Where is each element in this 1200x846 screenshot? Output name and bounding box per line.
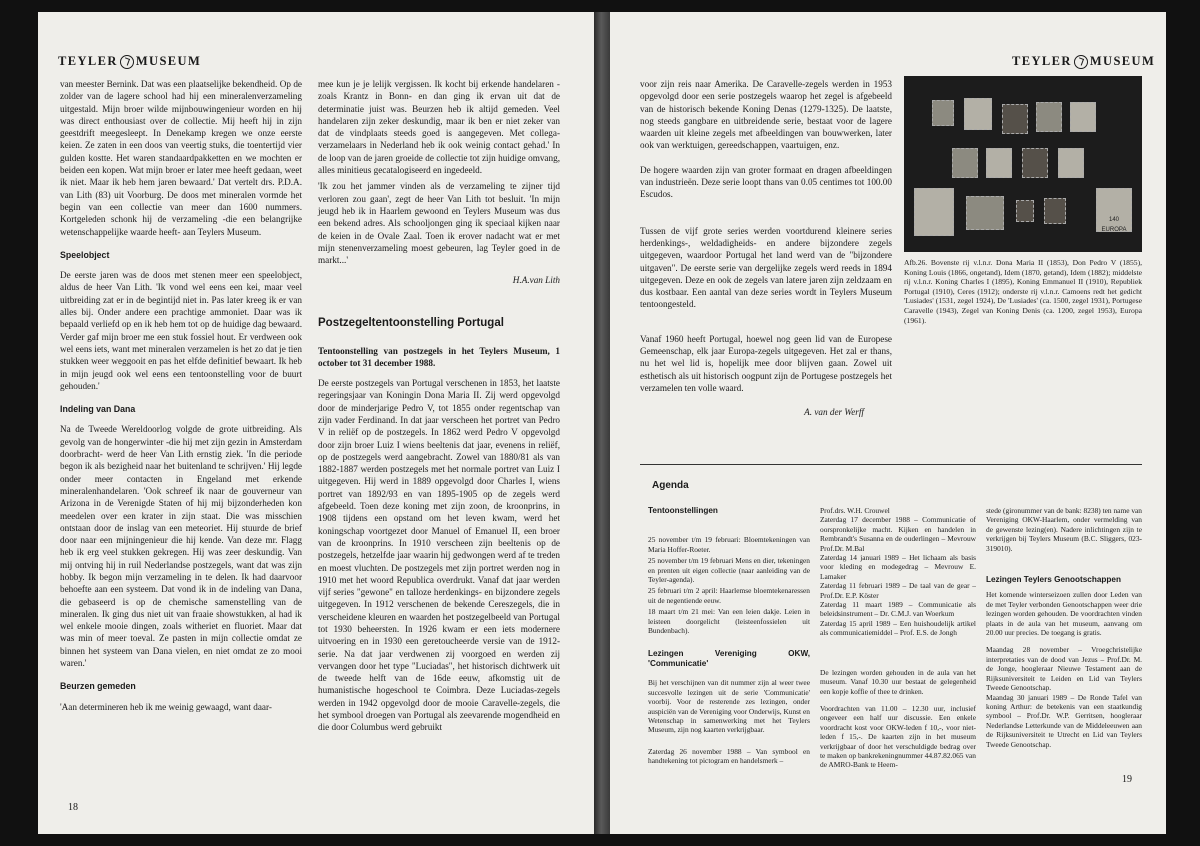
section-heading-speelobject: Speelobject bbox=[60, 249, 110, 260]
agenda-item: Prof.drs. W.H. Crouwel Zaterdag 17 december 1988 – Communicatie of oorspronkelijke macht. Kijken en handelen in Rembrandt's Susanna en de ouderlingen – Mevrouw Prof.Dr. M.Bal Zaterdag 14 januari 1989 – Het lichaam als basis voor kleding en modegedrag – Mevrouw E. Lamaker Zaterdag 11 februari 1989 – De taal van de gear – Prof.Dr. E.P. Köster Zaterdag 11 maart 1989 – Communicatie als beleidsinstrument – Dr. C.M.J. van Woerkum Zaterdag 15 april 1989 – Een huishoudelijk artikel als communicatiemiddel – Prof. E.S. de Jongh bbox=[820, 506, 976, 638]
logo-text-right: MUSEUM bbox=[1089, 54, 1156, 68]
stamps-photo bbox=[904, 76, 1142, 252]
section-heading-beurzen: Beurzen gemeden bbox=[60, 681, 136, 692]
stamp-europa bbox=[1096, 188, 1132, 232]
agenda-item: De lezingen worden gehouden in de aula van het museum. Vanaf 10.30 uur bestaat de gelegenheid een kopje koffie of thee te drinken. bbox=[820, 667, 976, 696]
agenda-title: Agenda bbox=[652, 480, 689, 491]
teylers-logo bbox=[1012, 54, 1155, 69]
teylers-emblem-icon bbox=[120, 55, 134, 69]
photo-caption: Afb.26. Bovenste rij v.l.n.r. Dona Maria II (1853), Don Pedro V (1855), Koning Louis (1866, ongetand), Idem (1870, getand), Idem (1882); middelste rij v.l.n.r. Koning Charles I (1895), Koning Emmanuel II (1910), Republiek Portugal (1910), Ceres (1912); onderste rij v.l.n.r. Camoens redt het gedicht 'Lusiades' (1531, zegel 1924), De 'Lusiades' (ca. 1500, zegel 1931), Portugese Caravelle (1943), Zegel van Koning Denis (ca. 1200, zegel 1953), Europa (1961). bbox=[904, 258, 1142, 325]
article-title: Postzegeltentoonstelling Portugal bbox=[318, 316, 504, 329]
page-number: 18 bbox=[68, 802, 78, 813]
agenda-item: Maandag 28 november – Vroegchristelijke interpretaties van de dood van Jezus – Prof.Dr. M. de Jonge, hoogleraar Nieuwe Testament aan de Rijksuniversiteit te Leiden en Lid van Teylers Tweede Genootschap. Maandag 30 januari 1989 – De Ronde Tafel van koning Arthur: de betekenis van een staatkundig symbool – Prof.Dr. W.P. Gerritsen, hoogleraar Nederlandse Letterkunde van de Middeleeuwen aan de Rijksuniversiteit te Utrecht en Lid van Teylers Tweede Genootschap. bbox=[986, 645, 1142, 749]
author-signature: A. van der Werff bbox=[804, 407, 864, 418]
intro-paragraph: van meester Bernink. Dat was een plaatselijke bekendheid. Op de zolder van de lagere school had hij een mineralenverzameling uitgestald. Mijn broer wilde mijnbouwingenieur worden en hij was direct enthousiast over de collectie. Mij heeft hij in zijn geestdrift meegesleept. In Denekamp kregen we onze eerste keien. Ze zaten in een doos van veertig stuks, die toentertijd vier gulden kostte. Het waren standaardpakketten en we mochten er beiden een kopen. Wat mijn broer er later mee heeft gedaan, weet ik niet. Maar ik heb hem jaren bewaard.' Dat vertelt drs. P.D.A. van Lith (83) uit Voorburg. De doos met mineralen vormde het begin van een collectie van meer dan 1600 nummers. Kortgeleden schonk hij de verzameling -die een belangrijke wetenschappelijke waarde heeft- aan Teylers Museum. bbox=[60, 79, 302, 237]
agenda-column-1 bbox=[648, 506, 810, 774]
teylers-emblem-icon bbox=[1074, 55, 1088, 69]
stamp-image bbox=[966, 196, 1004, 230]
right-page bbox=[610, 12, 1166, 834]
agenda-item: Voordrachten van 11.00 – 12.30 uur, inclusief ongeveer een half uur discussie. Een enkele voordracht kost voor OKW-leden f 10,-, voor niet-leden f 15,-. De kaarten zijn in het museum verkrijgbaar of door het verschuldigde bedrag over te maken op bankrekeningnummer 44.87.82.065 van de AMRO-Bank te Heem- bbox=[820, 703, 976, 770]
stamp-image bbox=[1058, 148, 1084, 178]
paragraph: voor zijn reis naar Amerika. De Caravelle-zegels werden in 1953 opgevolgd door een serie postzegels waarop het zegel is afgebeeld van de historisch bekende Koning Denas (1279-1325). De laatste, nog steeds gangbare en uitbreidende serie, bestaat voor de lagere waarden uit kleine zegels met afbeeldingen van bouwwerken, later ook van werktuigen, gereedschappen, vaartuigen, enz. bbox=[640, 79, 892, 151]
teylers-logo bbox=[58, 54, 201, 69]
agenda-heading-okw: Lezingen Vereniging OKW, 'Communicatie' bbox=[648, 649, 810, 668]
stamp-image bbox=[1022, 148, 1048, 178]
paragraph: mee kun je je lelijk vergissen. Ik kocht bij erkende handelaren -zoals Krantz in Bonn- en dan ging ik ervan uit dat de determinatie juist was. Beurzen heb ik altijd gemeden. Veel handelaren zijn zeker deskundig, maar ik ben er niet zeker van dat de vindplaats steeds goed is aangegeven. Met collega-verzamelaars in Nederland heb ik ook weinig contact gehad.' In de loop van de jaren groeide de collectie tot zijn huidige omvang, alles minitieus gecatalogiseerd en ingedeeld. bbox=[318, 79, 560, 176]
stamp-image bbox=[1002, 104, 1028, 134]
stamp-image bbox=[914, 188, 954, 236]
agenda-heading-tentoonstellingen: Tentoonstellingen bbox=[648, 506, 718, 515]
agenda-item: Bij het verschijnen van dit nummer zijn al weer twee succesvolle lezingen uit de serie 'Communicatie' voorbij. Voor de resterende zes lezingen, onder auspiciën van de Vereniging voor Onderwijs, Kunst en Wetenschap in samenwerking met het Teylers Museum, zijn nog kaarten verkrijgbaar. bbox=[648, 678, 810, 735]
paragraph: De eerste postzegels van Portugal verschenen in 1853, het laatste regeringsjaar van Koningin Dona Maria II. Zij werd opgevolgd door de minderjarige Pedro V, tot 1855 onder regentschap van zijn vader Ferdinand. In dat jaar verscheen het portret van Pedro V in reliëf op de postzegels. In 1862 werd Pedro V opgevolgd door zijn broer Luiz I wiens beeltenis dat jaar, evenens in reliëf, op de postzegels werd aangebracht. Zowel van 1880/81 als van 1882-1887 werden postzegels met het normale portret van Luiz I uitgegeven. Hij werd in 1889 opgevolgd door Charles I, wiens portret van 1892/93 en van 1895-1905 op de zegels werd afgebeeld. Toen deze koning met zijn zoon, de kroonprins, in 1908 tijdens een opstand om het leven kwam, werd het koningschap voortgezet door Manuel of Emanuel II, een broer van de kroonprins. In 1910 verscheen zijn beeltenis op de postzegels, hetzelfde jaar waarin hij gedwongen werd af te treden en moest vluchten. De postzegels met zijn portret werden nog in 1910 met het woord Republica overdrukt. Vanaf dat jaar werden vijf series "gewone" en talloze herdenkings- en bijzondere zegels uitgegeven. In 1912 verschenen de bekende Cereszegels, die in verscheidene kleuren en waarden het postzegelbeeld van Portugal tot 1930 beheersten. In 1926 kwam er een iets modernere uitvoering en in 1930 een geretoucheerde versie van de 1912-serie. Na dat jaar verdwenen zij voorgoed en werden zij vervangen door het type "Luciadas", het historisch dichtwerk uit de tweede helft van de 16de eeuw, afkomstig uit de humanistische hogeschool te Coimbra. Deze Luciadas-zegels werden in 1942 opgevolgd door de mooie Caravelle-zegels, die het symbool droegen van Portugal als zeevarende mogendheid en die door Columbus werd gebruikt bbox=[318, 378, 560, 733]
paragraph: Na de Tweede Wereldoorlog volgde de grote uitbreiding. Als gevolg van de hongerwinter -die hij met zijn gezin in Amsterdam doorbracht- werd de heer Van Lith ernstig ziek. 'In die periode begon ik als bezigheid naar het buitenland te schrijven.' Hij legde onder meer contacten in Engeland met erkende mineralenhandelaren. 'Ook schreef ik naar de gouverneur van Arizona in de Verenigde Staten of hij mij bijzonderheden kon meedelen over een krater in zijn staat. Die was misschien ontstaan door de inslag van een meteoriet. Hij stuurde de brief door naar een mijningenieur die hij kende. Van deze mr. Flagg heb ik erg veel stukken gekregen. Hij was zeer deskundig. Van mij ontving hij in ruil Nederlandse postzegels, want dat was zijn hobby. Ik begon mijn verzameling in te delen. Ik had daarvoor behoefte aan een systeem. Dat vond ik in de indeling van Dana, die gebaseerd is op de chemische samenstelling van de mineralen. Ik ging dus niet uit van fraaie showstukken, al had ik wel enkele mooie dingen, zoals witheriet en fluoriet. Maar dat was min of meer toeval. Ze pasten in mijn collectie omdat ze binnen het systeem van Dana vielen, en niet omdat ze zo mooi waren.' bbox=[60, 424, 302, 669]
logo-text-right: MUSEUM bbox=[135, 54, 202, 68]
left-column-2 bbox=[318, 78, 560, 734]
section-divider bbox=[640, 464, 1142, 465]
agenda-item: 25 november t/m 19 februari Mens en dier, tekeningen en prenten uit eigen collectie (naar aanleiding van de Teyler-agenda). bbox=[648, 556, 810, 585]
agenda-item: Het komende winterseizoen zullen door Leden van de met Teyler verbonden Genootschappen weer drie lezingen worden gehouden. De voordrachten vinden plaats in de aula van het museum, aanvang om 20.00 uur precies. De toegang is gratis. bbox=[986, 590, 1142, 638]
stamp-label: EUROPA bbox=[1101, 227, 1127, 233]
stamp-image bbox=[1036, 102, 1062, 132]
stamp-image bbox=[952, 148, 978, 178]
stamp-image bbox=[1070, 102, 1096, 132]
page-number: 19 bbox=[1122, 774, 1132, 785]
logo-text-left: TEYLER bbox=[1012, 54, 1072, 68]
paragraph: Tussen de vijf grote series werden voortdurend kleinere series herdenkings-, weldadigheids- en andere bijzondere zegels uitgegeven, waardoor Portugal het land werd van de "bijzondere uitgaven". De eerste serie van dergelijke zegels werd reeds in 1894 uitgegeven. Deze en ook de zegels van latere jaren zijn zeldzaam en dus kostbaar. Een aantal van deze series wordt in Teylers Museum tentoongesteld. bbox=[640, 225, 892, 310]
agenda-heading-genootschappen: Lezingen Teylers Genootschappen bbox=[986, 575, 1121, 585]
stamp-image bbox=[932, 100, 954, 126]
left-column-1 bbox=[60, 78, 302, 713]
stamp-image bbox=[986, 148, 1012, 178]
agenda-column-2 bbox=[820, 506, 976, 778]
section-heading-indeling: Indeling van Dana bbox=[60, 404, 136, 415]
left-page bbox=[38, 12, 594, 834]
stamp-value: 140 bbox=[1108, 217, 1119, 223]
stamp-image bbox=[964, 98, 992, 130]
paragraph: De hogere waarden zijn van groter formaat en dragen afbeeldingen van industrieën. Deze serie loopt thans van 0.05 centimes tot 100.00 Escudos. bbox=[640, 164, 892, 200]
book-gutter bbox=[594, 12, 610, 834]
right-column-1 bbox=[640, 78, 892, 419]
article-subtitle: Tentoonstelling van postzegels in het Teylers Museum, 1 october tot 31 december 1988. bbox=[318, 346, 560, 369]
paragraph: De eerste jaren was de doos met stenen meer een speelobject, aldus de heer Van Lith. 'Ik vond wel eens een kei, maar veel uitbreiding zat er in de begintijd niet in. Pas later kreeg ik er van alles bij. Onder andere een prachtige ammoniet. Daar was ik bepaald verliefd op en ik heb hem tot op de huidige dag bewaard. Verder gaf mijn broer me een stuk fossiel hout. Er verdween ook wel eens iets, want met mineralen verzamelen is het zo dat je tien stukken weer weggooit en pas het elfde definitief bewaart. Ik heb in mijn jeugd ook wel eens een tentoonstelling voor de buurt gehouden.' bbox=[60, 270, 302, 391]
stamp-image bbox=[1044, 198, 1066, 224]
paragraph: 'Ik zou het jammer vinden als de verzameling te zijner tijd verloren zou gaan', zegt de heer Van Lith tot besluit. 'In mijn jeugd heb ik in Haarlem gewoond en Teylers Museum was dus een bekend adres. Als schooljongen ging ik speciaal kijken naar de keien in de Ovale Zaal. Toen ik erover nadacht wat er met mijn stenenverzameling moest gebeuren, lag Teyler goed in de markt...' bbox=[318, 181, 560, 266]
agenda-item: 18 maart t/m 21 mei: Van een leien dakje. Leien in leisteen doorgelicht (leisteenfossielen uit Bundenbach). bbox=[648, 607, 810, 636]
logo-text-left: TEYLER bbox=[58, 54, 118, 68]
paragraph: 'Aan determineren heb ik me weinig gewaagd, want daar- bbox=[60, 701, 272, 712]
paragraph: Vanaf 1960 heeft Portugal, hoewel nog geen lid van de Europese Gemeenschap, elk jaar Europa-zegels uitgegeven. Het zal er thans, nu het wel lid is, hopelijk mee door blijven gaan. Zowel uit esthetisch als uit historisch oogpunt zijn de Portugese postzegels het verzamelen ten volle waard. bbox=[640, 333, 892, 393]
author-signature: H.A.van Lith bbox=[512, 275, 560, 286]
stamp-image bbox=[1016, 200, 1034, 222]
agenda-item: 25 november t/m 19 februari: Bloemtekeningen van Maria Hoffer-Roeter. bbox=[648, 535, 810, 554]
agenda-item: 25 februari t/m 2 april: Haarlemse bloemtekenaressen uit de negentiende eeuw. bbox=[648, 586, 810, 605]
agenda-item: Zaterdag 26 november 1988 – Van symbool en handtekening tot pictogram en handelsmerk – bbox=[648, 746, 810, 766]
agenda-column-3 bbox=[986, 506, 1142, 757]
agenda-item: stede (gironummer van de bank: 8238) ten name van Vereniging OKW-Haarlem, onder vermelding van de gewenste lezing(en). Nadere inlichtingen zijn te verkrijgen bij Teylers Museum (B.C. Sliggers, 023-319010). bbox=[986, 506, 1142, 553]
